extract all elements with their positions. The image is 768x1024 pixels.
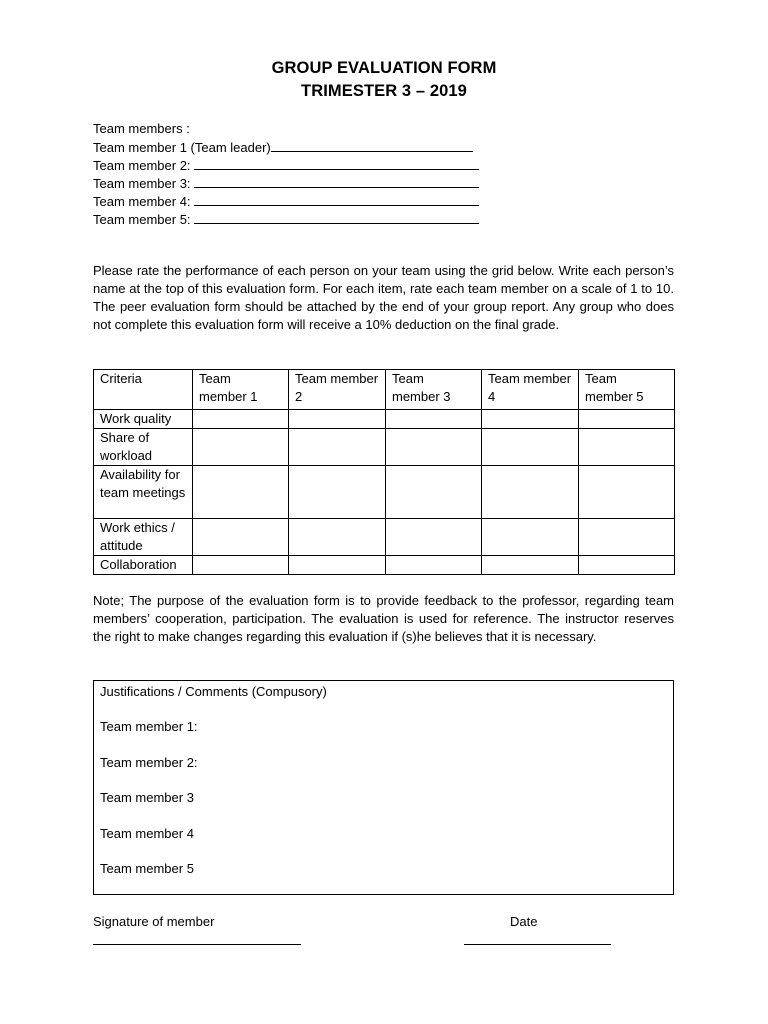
grid-header-member-1: Team member 1: [193, 370, 289, 410]
grid-row-collaboration: [94, 556, 675, 575]
rating-cell[interactable]: [386, 466, 482, 519]
rating-cell[interactable]: [579, 466, 675, 519]
rating-cell[interactable]: [482, 410, 579, 429]
team-members-heading: Team members :: [93, 121, 190, 136]
rating-grid: [93, 369, 675, 575]
rating-cell[interactable]: [482, 556, 579, 575]
rating-cell[interactable]: [482, 466, 579, 519]
criteria-label: Work quality: [94, 410, 193, 429]
grid-row-share-of-workload: [94, 429, 675, 466]
grid-row-work-quality: [94, 410, 675, 429]
rating-cell[interactable]: [579, 429, 675, 466]
rating-cell[interactable]: [193, 410, 289, 429]
member-line-2: [93, 156, 513, 174]
member-line-5: [93, 210, 513, 228]
rating-cell[interactable]: [386, 519, 482, 556]
criteria-label: Share of workload: [94, 429, 193, 466]
team-members-section: [93, 120, 513, 228]
rating-cell[interactable]: [386, 556, 482, 575]
criteria-label: Work ethics / attitude: [94, 519, 193, 556]
criteria-label: Collaboration: [94, 556, 193, 575]
date-blank[interactable]: [464, 944, 611, 945]
signature-label: Signature of member: [93, 914, 215, 929]
member-line-3: [93, 174, 513, 192]
rating-cell[interactable]: [289, 556, 386, 575]
grid-header-member-4: Team member 4: [482, 370, 579, 410]
comments-heading: Justifications / Comments (Compusory): [100, 684, 327, 699]
grid-header-criteria: Criteria: [94, 370, 193, 410]
rating-cell[interactable]: [579, 410, 675, 429]
member-5-label: Team member 5:: [93, 212, 191, 227]
rating-cell[interactable]: [482, 429, 579, 466]
grid-header-member-2: Team member 2: [289, 370, 386, 410]
signature-blank[interactable]: [93, 944, 301, 945]
rating-cell[interactable]: [386, 429, 482, 466]
instructions-paragraph: Please rate the performance of each person on your team using the grid below. Write each person’s name at the top of this evaluation form. For each item, rate each team member on a scale of 1 to 10. The peer evaluation form should be attached by the end of your group report. Any group who does not complete this evaluation form will receive a 10% deduction on the final grade.: [93, 263, 674, 332]
member-3-label: Team member 3:: [93, 176, 191, 191]
comments-box[interactable]: [93, 680, 674, 895]
rating-cell[interactable]: [289, 429, 386, 466]
form-title: GROUP EVALUATION FORM: [271, 59, 497, 77]
member-4-label: Team member 4:: [93, 194, 191, 209]
grid-row-availability: [94, 466, 675, 519]
member-5-blank[interactable]: [194, 210, 479, 224]
member-2-label: Team member 2:: [93, 158, 191, 173]
grid-header-row: [94, 370, 675, 410]
member-1-label: Team member 1 (Team leader): [93, 140, 271, 155]
criteria-label: Availability for team meetings: [94, 466, 193, 519]
rating-cell[interactable]: [579, 556, 675, 575]
grid-header-member-3: Team member 3: [386, 370, 482, 410]
comment-member-5: Team member 5: [100, 861, 194, 876]
member-line-4: [93, 192, 513, 210]
comment-member-2: Team member 2:: [100, 755, 198, 770]
member-4-blank[interactable]: [194, 192, 479, 206]
date-label: Date: [510, 914, 538, 929]
member-1-blank[interactable]: [271, 138, 473, 152]
rating-cell[interactable]: [289, 466, 386, 519]
rating-cell[interactable]: [193, 466, 289, 519]
grid-row-work-ethics: [94, 519, 675, 556]
comment-member-1: Team member 1:: [100, 719, 198, 734]
rating-cell[interactable]: [193, 429, 289, 466]
comment-member-3: Team member 3: [100, 790, 194, 805]
rating-cell[interactable]: [193, 556, 289, 575]
member-2-blank[interactable]: [194, 156, 479, 170]
rating-cell[interactable]: [289, 519, 386, 556]
rating-cell[interactable]: [289, 410, 386, 429]
rating-cell[interactable]: [482, 519, 579, 556]
member-3-blank[interactable]: [194, 174, 479, 188]
rating-cell[interactable]: [386, 410, 482, 429]
note-paragraph: Note; The purpose of the evaluation form is to provide feedback to the professor, regarding team members’ cooperation, participation. The evaluation is used for reference. The instructor reserves the right to make changes regarding this evaluation if (s)he believes that it is necessary.: [93, 593, 674, 644]
form-subtitle: TRIMESTER 3 – 2019: [301, 82, 467, 100]
rating-cell[interactable]: [579, 519, 675, 556]
rating-cell[interactable]: [193, 519, 289, 556]
grid-header-member-5: Team member 5: [579, 370, 675, 410]
member-line-1: [93, 138, 513, 156]
comment-member-4: Team member 4: [100, 826, 194, 841]
